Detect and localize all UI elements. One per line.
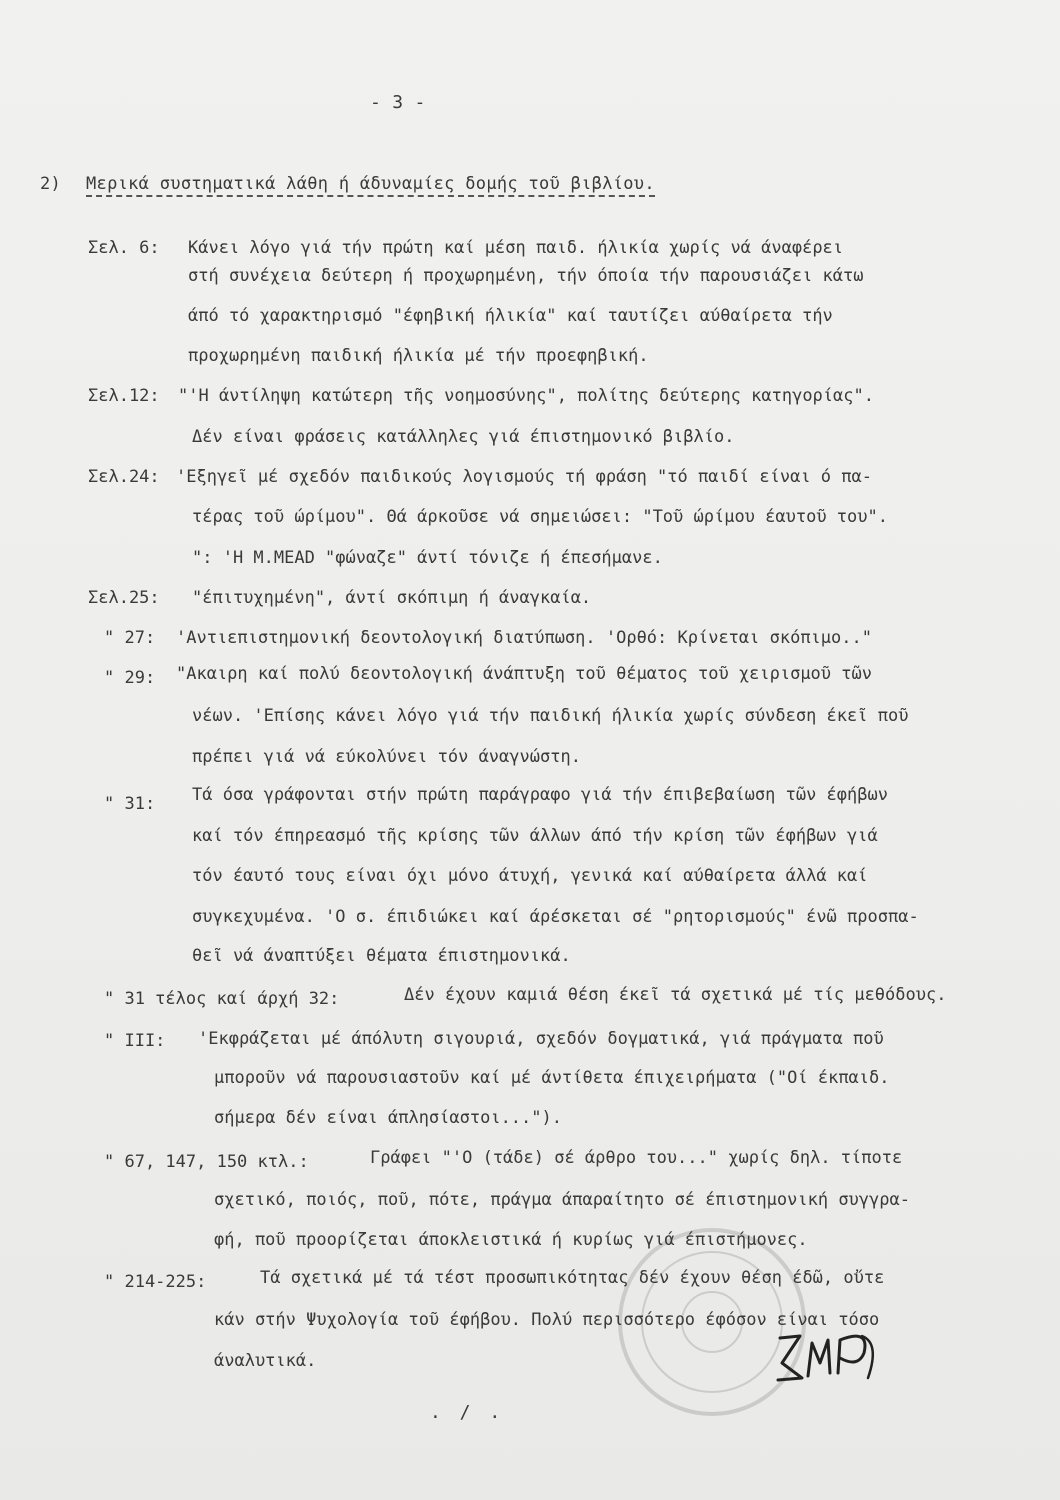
page-ref: " 29: <box>104 668 156 688</box>
text-line: σχετικό, ποιός, ποῦ, πότε, πράγμα άπαραίτητο σέ έπιστημονική συγγρα- <box>214 1190 910 1210</box>
continuation-mark: . / . <box>430 1402 505 1423</box>
section-title: Μερικά συστηματικά λάθη ή άδυναμίες δομής τοῦ βιβλίου. <box>86 174 655 197</box>
page-ref: " 67, 147, 150 κτλ.: <box>104 1152 309 1172</box>
page-ref: " 31 τέλος καί άρχή 32: <box>104 989 340 1009</box>
text-line: άπό τό χαρακτηρισμό "έφηβική ήλικία" καί ταυτίζει αύθαίρετα τήν <box>188 306 833 326</box>
page-ref: " 27: <box>104 628 156 648</box>
text-line: άναλυτικά. <box>214 1351 317 1371</box>
text-line: 'Εκφράζεται μέ άπόλυτη σιγουριά, σχεδόν δογματικά, γιά πράγματα ποῦ <box>198 1029 884 1049</box>
text-line: ": 'Η M.MEAD "φώναζε" άντί τόνιζε ή έπεσήμανε. <box>192 548 663 568</box>
text-line: "έπιτυχημένη", άντί σκόπιμη ή άναγκαία. <box>192 588 592 608</box>
text-line: προχωρημένη παιδική ήλικία μέ τήν προεφηβική. <box>188 346 649 366</box>
text-line: Δέν είναι φράσεις κατάλληλες γιά έπιστημονικό βιβλίο. <box>192 427 735 447</box>
text-line: τόν έαυτό τους είναι όχι μόνο άτυχή, γενικά καί αύθαίρετα άλλά καί <box>192 866 868 886</box>
text-line: "'Η άντίληψη κατώτερη τῆς νοημοσύνης", πολίτης δεύτερης κατηγορίας". <box>178 386 874 406</box>
text-line: Τά όσα γράφονται στήν πρώτη παράγραφο γιά τήν έπιβεβαίωση τῶν έφήβων <box>192 785 888 805</box>
text-line: θεῖ νά άναπτύξει θέματα έπιστημονικά. <box>192 946 571 966</box>
page-ref: Σελ.25: <box>88 588 160 608</box>
text-line: στή συνέχεια δεύτερη ή προχωρημένη, τήν όποία τήν παρουσιάζει κάτω <box>188 266 864 286</box>
text-line: πρέπει γιά νά εύκολύνει τόν άναγνώστη. <box>192 747 581 767</box>
page-ref: Σελ.24: <box>88 467 160 487</box>
text-line: τέρας τοῦ ώρίμου". Θά άρκοῦσε νά σημειώσει: "Τοῦ ώρίμου έαυτοῦ του". <box>192 507 888 527</box>
text-line: Δέν έχουν καμιά θέση έκεῖ τά σχετικά μέ τίς μεθόδους. <box>404 985 947 1005</box>
text-line: Κάνει λόγο γιά τήν πρώτη καί μέση παιδ. ήλικία χωρίς νά άναφέρει <box>188 238 844 258</box>
signature <box>760 1318 890 1398</box>
page-number: - 3 - <box>370 92 426 113</box>
text-line: σήμερα δέν είναι άπλησίαστοι..."). <box>214 1108 562 1128</box>
page-ref: Σελ. 6: <box>88 238 160 258</box>
page-ref: " 214-225: <box>104 1272 207 1292</box>
text-line: Τά σχετικά μέ τά τέστ προσωπικότητας δέν έχουν θέση έδῶ, οὔτε <box>260 1268 885 1288</box>
section-heading <box>40 174 655 194</box>
text-line: νέων. 'Επίσης κάνει λόγο γιά τήν παιδική ήλικία χωρίς σύνδεση έκεῖ ποῦ <box>192 706 909 726</box>
page-ref: Σελ.12: <box>88 386 160 406</box>
text-line: φή, ποῦ προορίζεται άποκλειστικά ή κυρίως γιά έπιστήμονες. <box>214 1230 808 1250</box>
text-line: κάν στήν Ψυχολογία τοῦ έφήβου. Πολύ περισσότερο έφόσον είναι τόσο <box>214 1310 880 1330</box>
page-ref: " 31: <box>104 794 156 814</box>
text-line: "Ακαιρη καί πολύ δεοντολογική άνάπτυξη τοῦ θέματος τοῦ χειρισμοῦ τῶν <box>176 664 872 684</box>
text-line: Γράφει "'Ο (τάδε) σέ άρθρο του..." χωρίς δηλ. τίποτε <box>370 1148 903 1168</box>
text-line: συγκεχυμένα. 'Ο σ. έπιδιώκει καί άρέσκεται σέ "ρητορισμούς" ένῶ προσπα- <box>192 907 919 927</box>
text-line: 'Αντιεπιστημονική δεοντολογική διατύπωση. 'Ορθό: Κρίνεται σκόπιμο.." <box>176 628 872 648</box>
section-number: 2) <box>40 174 62 194</box>
page-ref: " III: <box>104 1031 166 1051</box>
text-line: μποροῦν νά παρουσιαστοῦν καί μέ άντίθετα έπιχειρήματα ("Οί έκπαιδ. <box>214 1068 890 1088</box>
text-line: καί τόν έπηρεασμό τῆς κρίσης τῶν άλλων άπό τήν κρίση τῶν έφήβων γιά <box>192 826 878 846</box>
text-line: 'Εξηγεῖ μέ σχεδόν παιδικούς λογισμούς τή φράση "τό παιδί είναι ό πα- <box>176 467 872 487</box>
